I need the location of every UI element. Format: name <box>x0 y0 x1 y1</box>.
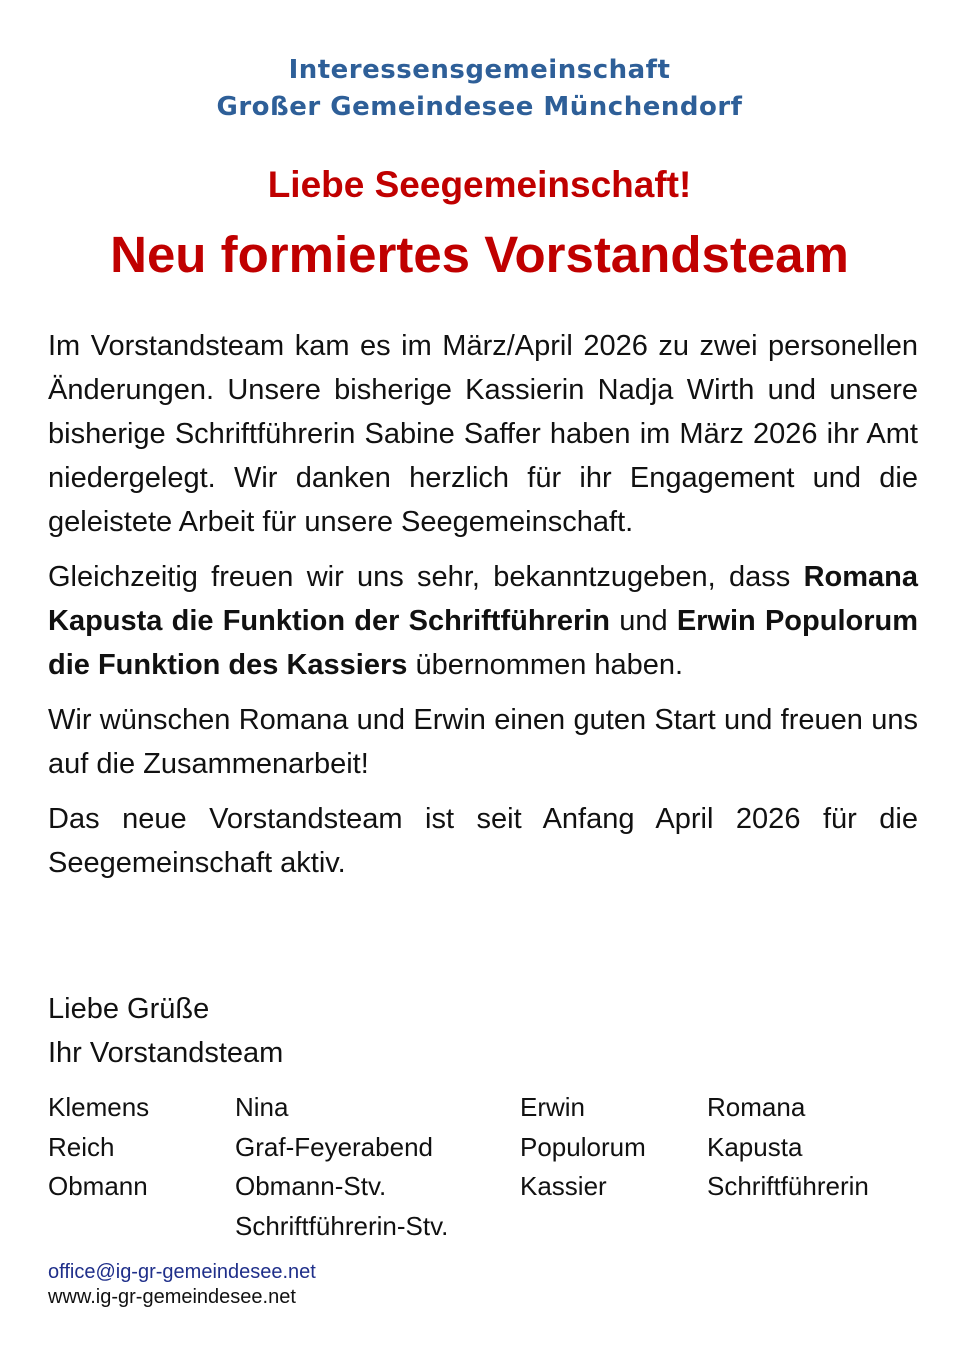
footer-contact <box>48 1260 316 1310</box>
member-first-name: Erwin <box>520 1092 586 1122</box>
org-name-line-1: Interessensgemeinschaft <box>288 55 671 85</box>
member-last-name: Kapusta <box>707 1131 803 1162</box>
member-role-secondary: Schriftführerin-Stv. <box>235 1210 449 1241</box>
greeting-title: Liebe Seegemeinschaft! <box>267 164 692 205</box>
announcement-body <box>48 324 918 896</box>
erwin-role-bold: Erwin Populorum die Funktion des Kassiers <box>48 605 919 681</box>
member-role: Obmann-Stv. <box>235 1171 387 1201</box>
member-role: Obmann <box>48 1171 148 1201</box>
website-link[interactable]: www.ig-gr-gemeindesee.net <box>48 1286 296 1308</box>
paragraph-new-roles-und: und <box>619 605 668 637</box>
paragraph-changes: Im Vorstandsteam kam es im März/April 2026 zu zwei personellen Änderungen. Unsere bisherige Kassierin Nadja Wirth und unsere bisherige Schriftführerin Sabine Saffer haben im März 2026 ihr Amt niedergelegt. Wir danken herzlich für ihr Engagement und die geleistete Arbeit für unsere Seegemeinschaft. <box>48 330 918 538</box>
closing-greeting <box>48 987 283 1075</box>
paragraph-new-roles-outro: übernommen haben. <box>415 649 684 681</box>
email-link[interactable]: office@ig-gr-gemeindesee.net <box>48 1261 316 1283</box>
member-romana-kapusta <box>707 1088 869 1207</box>
romana-role-bold: Romana Kapusta die Funktion der Schriftführerin <box>48 561 918 637</box>
member-nina-graf-feyerabend <box>235 1088 448 1246</box>
member-first-name: Nina <box>235 1092 289 1122</box>
org-name-line-2: Großer Gemeindesee Münchendorf <box>216 92 743 122</box>
member-erwin-populorum <box>520 1088 646 1207</box>
member-role: Schriftführerin <box>707 1171 869 1201</box>
member-first-name: Romana <box>707 1092 806 1122</box>
member-first-name: Klemens <box>48 1092 150 1122</box>
member-last-name: Reich <box>48 1131 115 1162</box>
organization-name <box>0 52 959 126</box>
paragraph-wishes: Wir wünschen Romana und Erwin einen guten Start und freuen uns auf die Zusammenarbeit! <box>48 704 918 780</box>
member-last-name: Populorum <box>520 1131 646 1162</box>
member-last-name: Graf-Feyerabend <box>235 1131 433 1162</box>
paragraph-new-roles-intro: Gleichzeitig freuen wir uns sehr, bekanntzugeben, dass <box>48 561 791 593</box>
headline-title: Neu formiertes Vorstandsteam <box>110 226 849 283</box>
member-role: Kassier <box>520 1171 607 1201</box>
closing-line-1: Liebe Grüße <box>48 993 210 1025</box>
member-klemens-reich <box>48 1088 149 1207</box>
paragraph-active: Das neue Vorstandsteam ist seit Anfang April 2026 für die Seegemeinschaft aktiv. <box>48 803 918 879</box>
closing-line-2: Ihr Vorstandsteam <box>48 1037 284 1069</box>
paragraph-new-roles <box>48 555 918 687</box>
